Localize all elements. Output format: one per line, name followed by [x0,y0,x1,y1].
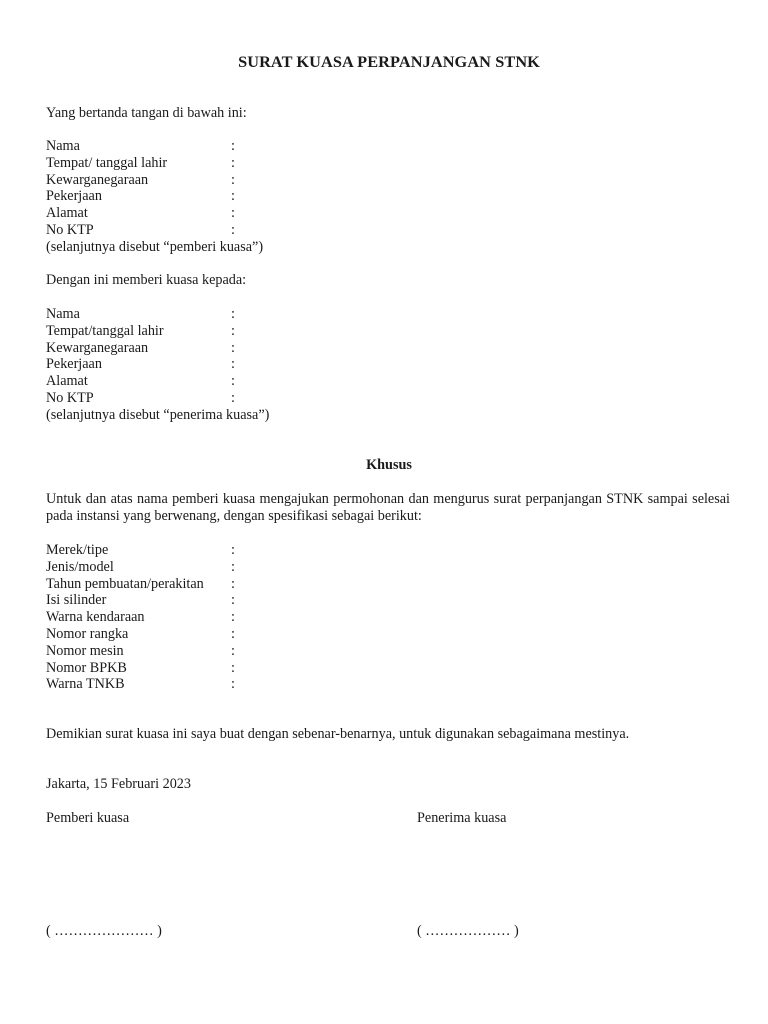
section-heading: Khusus [366,457,412,473]
field-row [46,340,269,357]
field-row [46,205,263,222]
field-colon: : [231,659,235,676]
field-row [46,323,269,340]
giver-signature-line: ( ………………… ) [46,923,162,939]
penerima-fields [46,306,269,424]
field-colon: : [231,373,235,390]
field-row [46,659,235,677]
field-colon: : [231,339,235,356]
field-row [46,138,263,155]
field-label: Isi silinder [46,592,107,609]
field-colon: : [231,676,235,693]
field-label: Nama [46,306,80,322]
field-colon: : [231,558,235,575]
field-row [46,356,269,373]
field-colon: : [231,642,235,659]
field-row [46,625,235,643]
field-row [46,676,235,693]
field-colon: : [231,322,235,339]
receiver-signature-line: ( ……………… ) [417,923,519,939]
field-label: Kewarganegaraan [46,339,149,356]
field-label: Merek/tipe [46,542,109,558]
field-label: No KTP [46,221,94,238]
field-row [46,188,263,205]
field-label: Nama [46,138,80,154]
document-title: SURAT KUASA PERPANJANGAN STNK [238,52,540,71]
pemberi-fields [46,138,263,256]
purpose-paragraph: Untuk dan atas nama pemberi kuasa mengajukan permohonan dan mengurus surat perpanjangan STNK sampai selesai pada instansi yang berwenang, dengan spesifikasi sebagai berikut: [46,491,730,524]
field-label: Alamat [46,373,88,390]
field-colon: : [231,575,235,592]
field-row [46,575,235,593]
field-row [46,306,269,323]
field-row [46,642,235,660]
field-label: Tempat/ tanggal lahir [46,154,168,171]
field-row [46,542,235,559]
field-row [46,592,235,609]
field-row [46,222,263,239]
field-label: Warna kendaraan [46,609,145,626]
field-row [46,172,263,189]
pemberi-note: (selanjutnya disebut “pemberi kuasa”) [46,238,264,255]
field-row [46,558,235,576]
field-row [46,155,263,172]
field-label: Warna TNKB [46,676,125,693]
field-label: Tempat/tanggal lahir [46,322,164,339]
field-colon: : [231,609,235,626]
field-row [46,609,235,626]
field-colon: : [231,356,235,373]
closing-text: Demikian surat kuasa ini saya buat dengan sebenar-benarnya, untuk digunakan sebagaimana mestinya. [46,726,630,742]
field-colon: : [231,306,235,322]
field-colon: : [231,188,235,205]
field-label: Nomor rangka [46,625,129,642]
field-label: Kewarganegaraan [46,171,149,188]
receiver-signature-label: Penerima kuasa [417,810,507,826]
field-colon: : [231,171,235,188]
field-label: Nomor mesin [46,642,124,659]
field-label: Jenis/model [46,558,114,575]
field-label: Pekerjaan [46,356,102,373]
field-row [46,390,269,407]
vehicle-fields [46,542,235,693]
field-colon: : [231,205,235,222]
penerima-note: (selanjutnya disebut “penerima kuasa”) [46,406,270,423]
field-label: Pekerjaan [46,188,102,205]
place-date: Jakarta, 15 Februari 2023 [46,776,191,792]
field-colon: : [231,154,235,171]
field-label: No KTP [46,389,94,406]
field-colon: : [231,592,235,609]
field-label: Alamat [46,205,88,222]
field-row [46,373,269,390]
field-colon: : [231,542,235,558]
field-colon: : [231,138,235,154]
giver-signature-label: Pemberi kuasa [46,810,130,826]
field-colon: : [231,625,235,642]
field-colon: : [231,389,235,406]
field-colon: : [231,221,235,238]
field-label: Tahun pembuatan/perakitan [46,575,204,592]
intro-text: Yang bertanda tangan di bawah ini: [46,105,247,121]
transition-text: Dengan ini memberi kuasa kepada: [46,272,247,288]
field-label: Nomor BPKB [46,659,127,676]
